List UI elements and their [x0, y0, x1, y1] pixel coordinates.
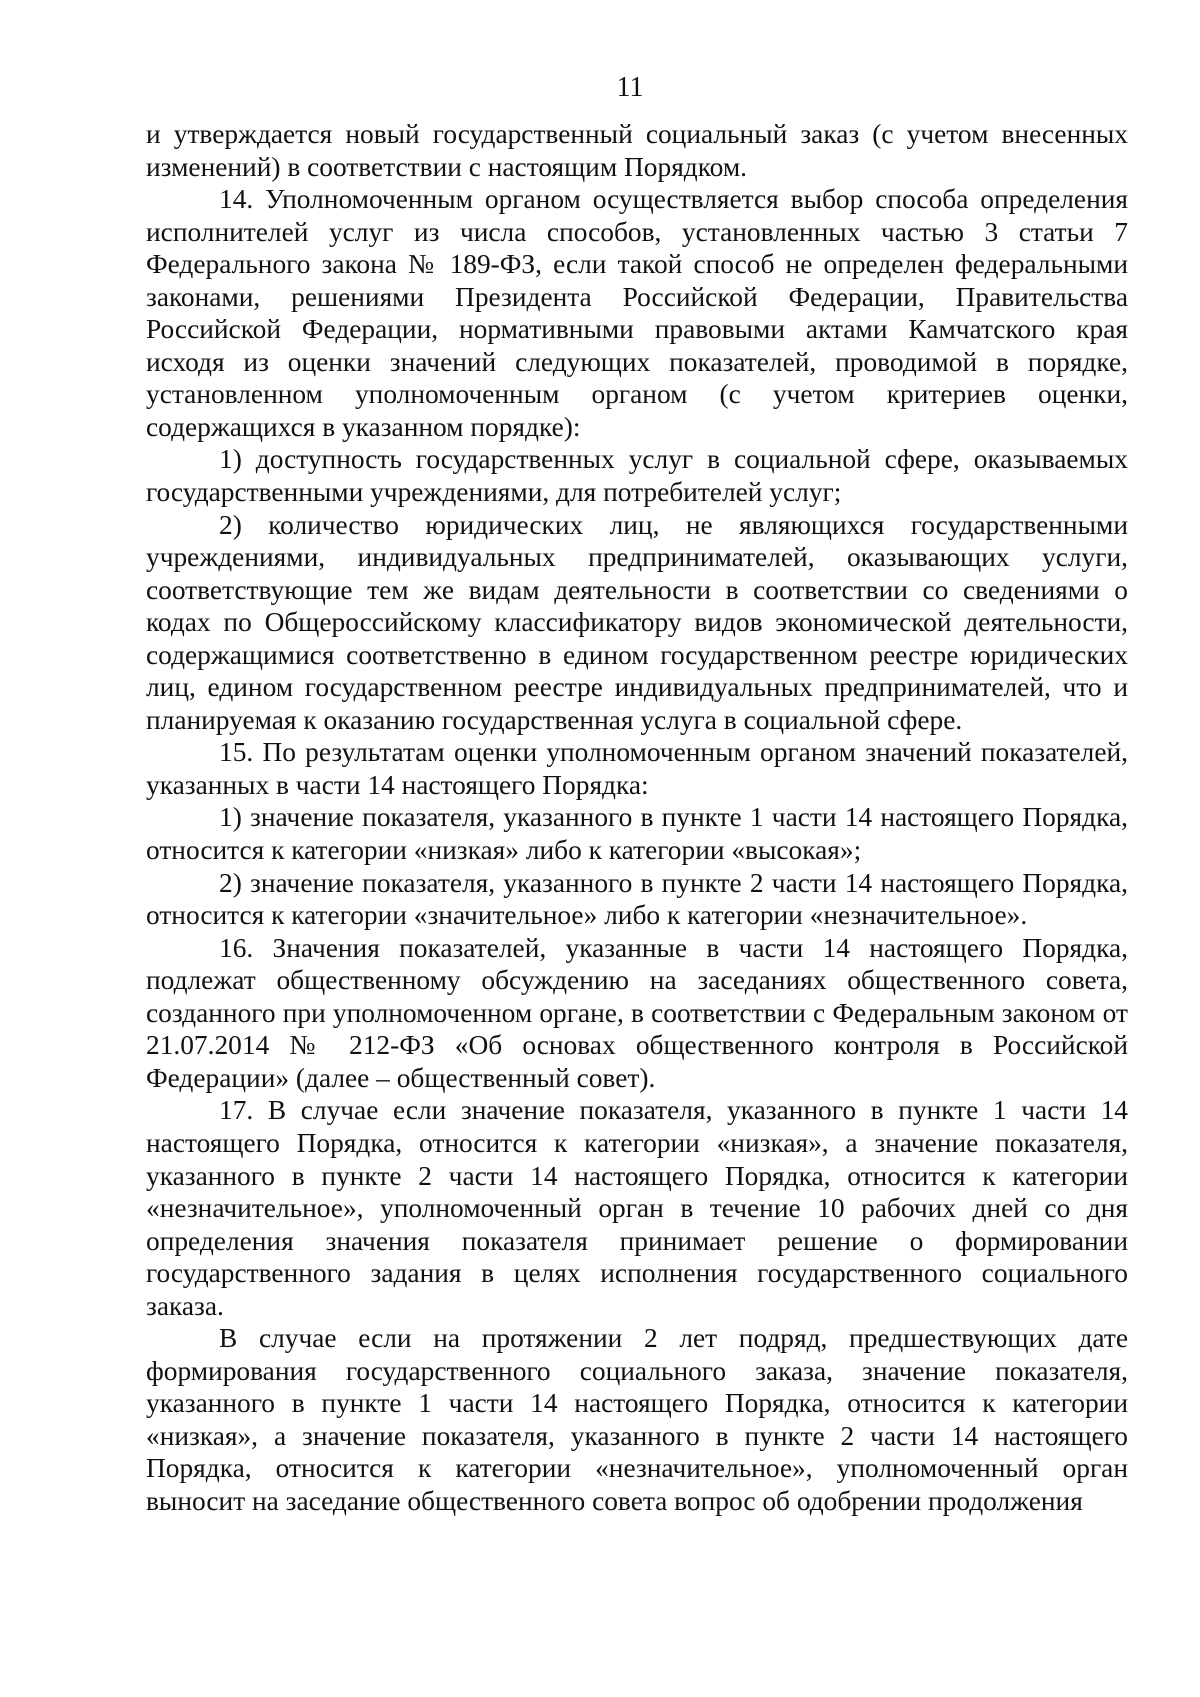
- paragraph-clause-14-item-2: 2) количество юридических лиц, не являющихся государственными учреждениями, индивидуальных предпринимателей, оказывающих услуги, соответствующие тем же видам деятельности в соответствии со сведениями о кодах по Общероссийскому классификатору видов экономической деятельности, содержащимися соответственно в едином государственном реестре юридических лиц, едином государственном реестре индивидуальных предпринимателей, что и планируемая к оказанию государственная услуга в социальной сфере.: [146, 509, 1128, 735]
- paragraph-clause-15-item-1: 1) значение показателя, указанного в пункте 1 части 14 настоящего Порядка, относится к категории «низкая» либо к категории «высокая»;: [146, 802, 1128, 866]
- document-body: [146, 118, 1128, 1518]
- paragraph-clause-16: 16. Значения показателей, указанные в части 14 настоящего Порядка, подлежат общественному обсуждению на заседаниях общественного совета, созданного при уполномоченном органе, в соответствии с Федеральным законом от 21.07.2014 № 212-ФЗ «Об основах общественного контроля в Российской Федерации» (далее – общественный совет).: [146, 932, 1128, 1093]
- paragraph-clause-17: 17. В случае если значение показателя, указанного в пункте 1 части 14 настоящего Порядка, относится к категории «низкая», а значение показателя, указанного в пункте 2 части 14 настоящего Порядка, относится к категории «незначительное», уполномоченный орган в течение 10 рабочих дней со дня определения значения показателя принимает решение о формировании государственного задания в целях исполнения государственного социального заказа.: [146, 1095, 1128, 1321]
- paragraph-clause-15-item-2: 2) значение показателя, указанного в пункте 2 части 14 настоящего Порядка, относится к категории «значительное» либо к категории «незначительное».: [146, 867, 1128, 931]
- paragraph-clause-14: 14. Уполномоченным органом осуществляется выбор способа определения исполнителей услуг из числа способов, установленных частью 3 статьи 7 Федерального закона № 189-ФЗ, если такой способ не определен федеральными законами, решениями Президента Российской Федерации, Правительства Российской Федерации, нормативными правовыми актами Камчатского края исходя из оценки значений следующих показателей, проводимой в порядке, установленном уполномоченным органом (с учетом критериев оценки, содержащихся в указанном порядке):: [146, 184, 1128, 442]
- paragraph-clause-17-continuation: В случае если на протяжении 2 лет подряд, предшествующих дате формирования государственного социального заказа, значение показателя, указанного в пункте 1 части 14 настоящего Порядка, относится к категории «низкая», а значение показателя, указанного в пункте 2 части 14 настоящего Порядка, относится к категории «незначительное», уполномоченный орган выносит на заседание общественного совета вопрос об одобрении продолжения: [146, 1323, 1128, 1516]
- paragraph-clause-14-item-1: 1) доступность государственных услуг в социальной сфере, оказываемых государственными учреждениями, для потребителей услуг;: [146, 444, 1128, 508]
- paragraph-continuation: и утверждается новый государственный социальный заказ (с учетом внесенных изменений) в соответствии с настоящим Порядком.: [146, 119, 1128, 182]
- page-number: 11: [616, 72, 644, 103]
- paragraph-clause-15: 15. По результатам оценки уполномоченным органом значений показателей, указанных в части 14 настоящего Порядка:: [146, 737, 1128, 800]
